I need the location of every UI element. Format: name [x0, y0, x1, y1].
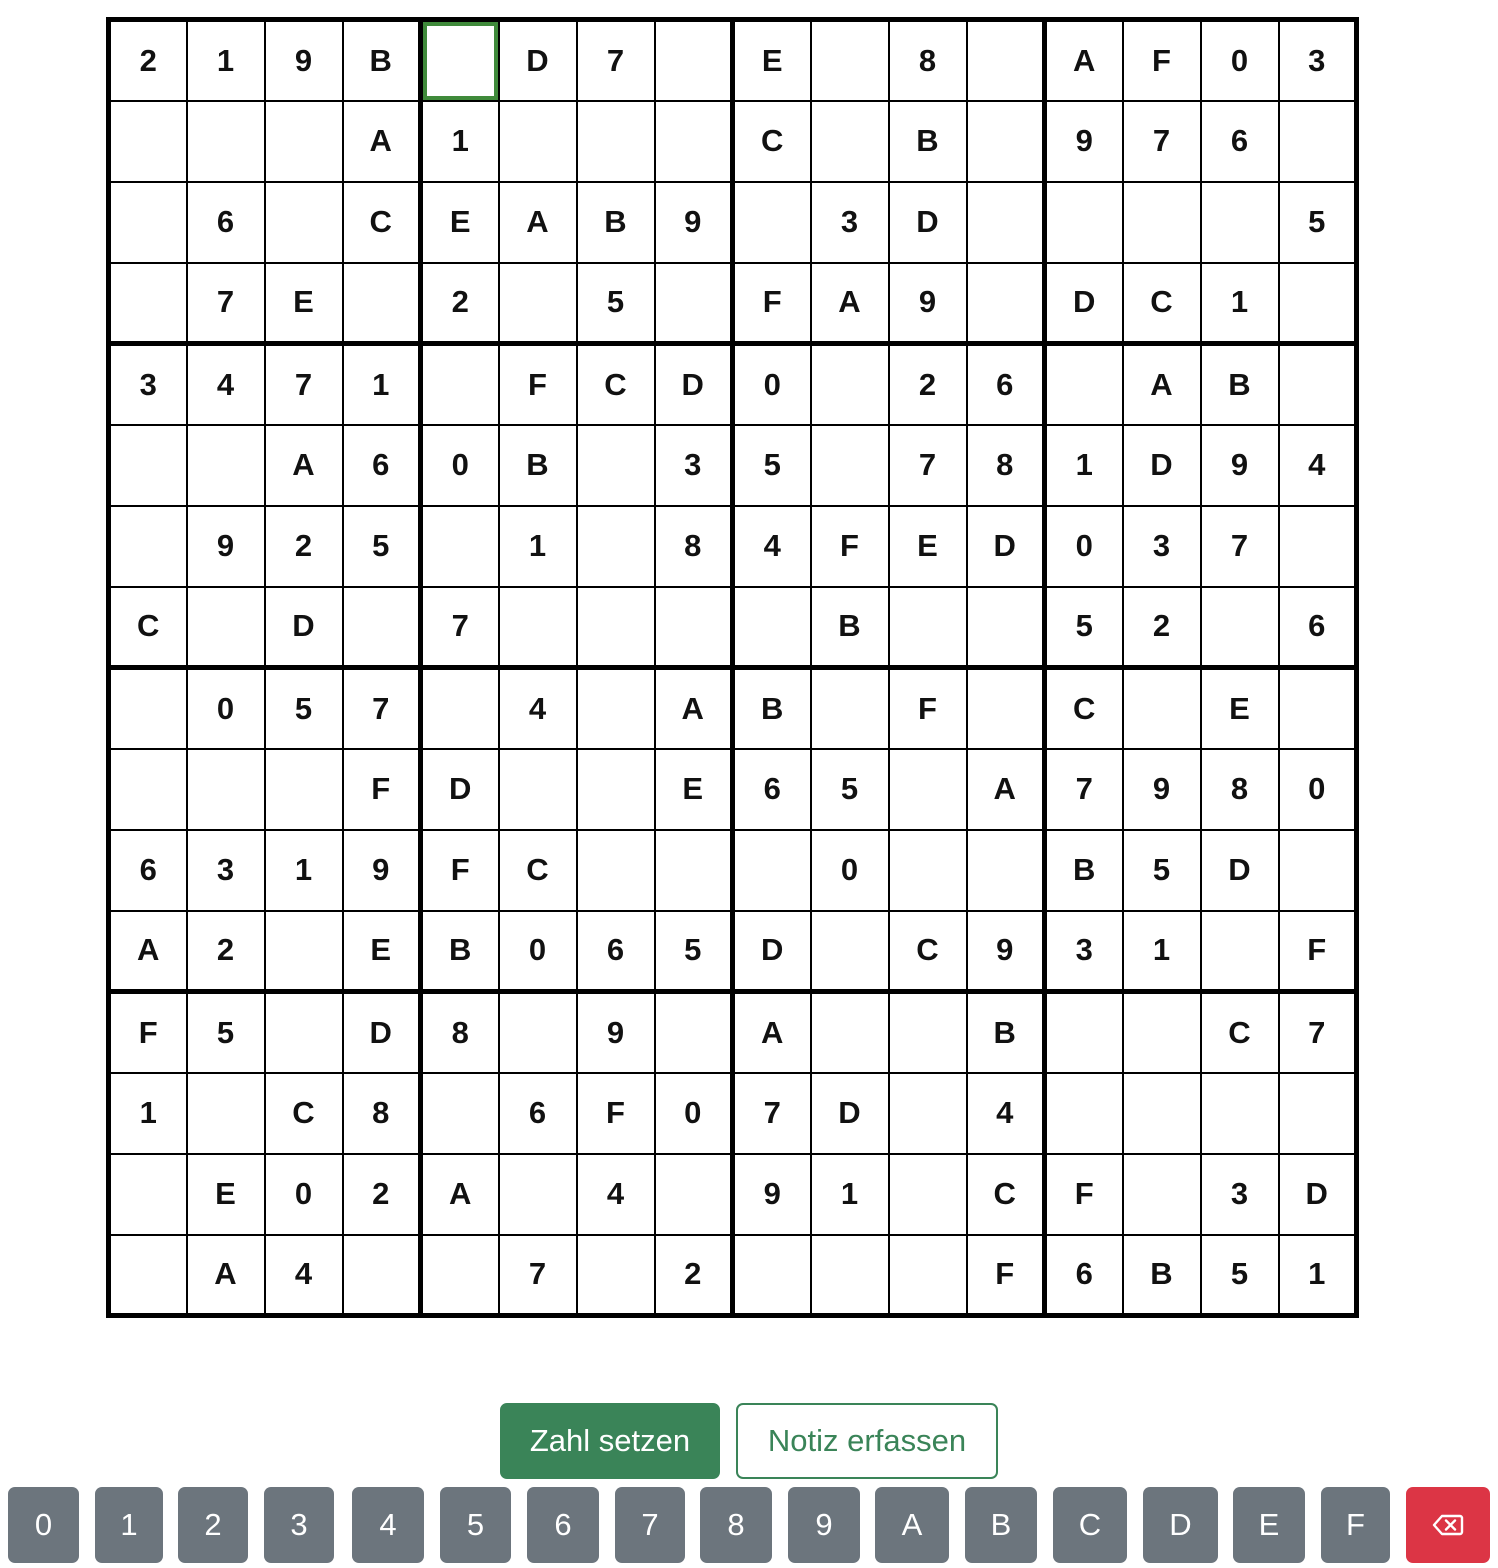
board-cell[interactable]: A: [421, 1154, 499, 1235]
board-row: [109, 1235, 1357, 1316]
key-2[interactable]: 2: [178, 1487, 248, 1563]
board-cell[interactable]: [109, 1235, 187, 1316]
board-cell[interactable]: 7: [733, 1073, 811, 1154]
board-cell[interactable]: [577, 425, 655, 506]
board-cell[interactable]: 8: [967, 425, 1045, 506]
board-cell[interactable]: 0: [1045, 506, 1123, 587]
key-4[interactable]: 4: [352, 1487, 424, 1563]
board-cell[interactable]: D: [265, 587, 343, 668]
board-row: [109, 1154, 1357, 1235]
board-cell[interactable]: [733, 587, 811, 668]
board-cell[interactable]: 0: [811, 830, 889, 911]
board-cell[interactable]: 1: [265, 830, 343, 911]
board-cell[interactable]: A: [109, 911, 187, 992]
board-cell[interactable]: D: [967, 506, 1045, 587]
board-cell[interactable]: [1123, 1073, 1201, 1154]
board-cell[interactable]: 9: [733, 1154, 811, 1235]
board-cell[interactable]: 0: [421, 425, 499, 506]
board-cell[interactable]: [889, 749, 967, 830]
board-row: [109, 425, 1357, 506]
key-d[interactable]: D: [1143, 1487, 1218, 1563]
board-cell[interactable]: 9: [187, 506, 265, 587]
board-cell[interactable]: A: [343, 101, 421, 182]
board-cell[interactable]: F: [109, 992, 187, 1073]
key-3[interactable]: 3: [264, 1487, 334, 1563]
board-cell[interactable]: [1045, 182, 1123, 263]
board-cell[interactable]: 8: [889, 20, 967, 101]
board-cell[interactable]: A: [499, 182, 577, 263]
board-cell[interactable]: 4: [265, 1235, 343, 1316]
board-cell[interactable]: [577, 830, 655, 911]
board-cell[interactable]: [421, 344, 499, 425]
board-cell[interactable]: [889, 1154, 967, 1235]
board-cell[interactable]: [421, 506, 499, 587]
board-cell[interactable]: 5: [343, 506, 421, 587]
board-cell[interactable]: 2: [109, 20, 187, 101]
board-cell[interactable]: [967, 182, 1045, 263]
board-cell[interactable]: F: [1279, 911, 1357, 992]
board-cell[interactable]: 1: [1201, 263, 1279, 344]
board-cell[interactable]: 5: [187, 992, 265, 1073]
board-cell[interactable]: D: [421, 749, 499, 830]
board-cell[interactable]: 7: [577, 20, 655, 101]
key-1[interactable]: 1: [95, 1487, 163, 1563]
board-cell[interactable]: 2: [421, 263, 499, 344]
board-cell[interactable]: [1045, 1073, 1123, 1154]
board-cell[interactable]: [343, 587, 421, 668]
board-cell[interactable]: [187, 1073, 265, 1154]
board-cell[interactable]: 8: [343, 1073, 421, 1154]
board-cell[interactable]: 5: [1045, 587, 1123, 668]
key-e[interactable]: E: [1233, 1487, 1305, 1563]
set-number-button[interactable]: Zahl setzen: [500, 1403, 720, 1479]
board-cell[interactable]: 4: [187, 344, 265, 425]
board-cell[interactable]: 1: [1045, 425, 1123, 506]
board-cell[interactable]: B: [811, 587, 889, 668]
board-cell[interactable]: [889, 1235, 967, 1316]
board-cell[interactable]: [109, 506, 187, 587]
board-cell[interactable]: [655, 1154, 733, 1235]
board-cell[interactable]: B: [1123, 1235, 1201, 1316]
board-cell[interactable]: 9: [1045, 101, 1123, 182]
board-cell[interactable]: [265, 749, 343, 830]
board-row: [109, 263, 1357, 344]
board-cell[interactable]: 6: [343, 425, 421, 506]
board-cell[interactable]: [655, 263, 733, 344]
board-cell[interactable]: C: [109, 587, 187, 668]
backspace-icon: [1432, 1513, 1464, 1537]
board-cell[interactable]: [1279, 344, 1357, 425]
board-cell[interactable]: 6: [1201, 101, 1279, 182]
board-cell[interactable]: 4: [577, 1154, 655, 1235]
board-cell[interactable]: D: [343, 992, 421, 1073]
board-cell[interactable]: [421, 668, 499, 749]
board-cell[interactable]: 6: [187, 182, 265, 263]
board-cell-selected[interactable]: [421, 20, 499, 101]
board-cell[interactable]: [265, 992, 343, 1073]
board-cell[interactable]: [577, 506, 655, 587]
board-cell[interactable]: C: [1201, 992, 1279, 1073]
board-cell[interactable]: 1: [187, 20, 265, 101]
key-a[interactable]: A: [875, 1487, 949, 1563]
board-cell[interactable]: 2: [1123, 587, 1201, 668]
board-cell[interactable]: B: [343, 20, 421, 101]
board-cell[interactable]: 9: [655, 182, 733, 263]
board-cell[interactable]: [499, 749, 577, 830]
board-cell[interactable]: C: [733, 101, 811, 182]
board-cell[interactable]: 5: [265, 668, 343, 749]
board-cell[interactable]: C: [1045, 668, 1123, 749]
board-cell[interactable]: 0: [1201, 20, 1279, 101]
delete-button[interactable]: [1406, 1487, 1490, 1563]
board-cell[interactable]: [499, 992, 577, 1073]
board-cell[interactable]: 8: [421, 992, 499, 1073]
board-cell[interactable]: C: [1123, 263, 1201, 344]
board-cell[interactable]: F: [889, 668, 967, 749]
board-cell[interactable]: 3: [1045, 911, 1123, 992]
board-cell[interactable]: 7: [499, 1235, 577, 1316]
board-cell[interactable]: 0: [1279, 749, 1357, 830]
key-c[interactable]: C: [1053, 1487, 1127, 1563]
board-cell[interactable]: 7: [343, 668, 421, 749]
board-cell[interactable]: [889, 992, 967, 1073]
board-cell[interactable]: 7: [187, 263, 265, 344]
board-cell[interactable]: F: [967, 1235, 1045, 1316]
board-cell[interactable]: F: [343, 749, 421, 830]
board-cell[interactable]: [1279, 830, 1357, 911]
board-cell[interactable]: A: [655, 668, 733, 749]
board-cell[interactable]: 2: [889, 344, 967, 425]
board-cell[interactable]: [421, 1073, 499, 1154]
board-cell[interactable]: [1201, 911, 1279, 992]
board-cell[interactable]: D: [1045, 263, 1123, 344]
board-cell[interactable]: D: [889, 182, 967, 263]
board-cell[interactable]: E: [655, 749, 733, 830]
board-cell[interactable]: [1279, 263, 1357, 344]
board-cell[interactable]: 5: [811, 749, 889, 830]
board-cell[interactable]: E: [187, 1154, 265, 1235]
board-cell[interactable]: 1: [343, 344, 421, 425]
board-cell[interactable]: [109, 749, 187, 830]
board-cell[interactable]: 4: [967, 1073, 1045, 1154]
board-cell[interactable]: 0: [187, 668, 265, 749]
board-cell[interactable]: 9: [343, 830, 421, 911]
board-cell[interactable]: E: [343, 911, 421, 992]
board-cell[interactable]: [811, 911, 889, 992]
board-cell[interactable]: [1201, 1073, 1279, 1154]
key-9[interactable]: 9: [788, 1487, 860, 1563]
board-cell[interactable]: E: [265, 263, 343, 344]
board-cell[interactable]: 7: [265, 344, 343, 425]
board-cell[interactable]: [1123, 182, 1201, 263]
board-cell[interactable]: D: [499, 20, 577, 101]
sudoku-board: [106, 17, 1359, 1318]
board-cell[interactable]: 2: [187, 911, 265, 992]
board-cell[interactable]: 3: [811, 182, 889, 263]
board-cell[interactable]: 0: [499, 911, 577, 992]
board-cell[interactable]: 1: [109, 1073, 187, 1154]
board-cell[interactable]: B: [1201, 344, 1279, 425]
board-cell[interactable]: B: [1045, 830, 1123, 911]
board-cell[interactable]: [655, 20, 733, 101]
board-cell[interactable]: [577, 587, 655, 668]
board-cell[interactable]: C: [265, 1073, 343, 1154]
board-cell[interactable]: [109, 263, 187, 344]
board-cell[interactable]: [1201, 182, 1279, 263]
board-cell[interactable]: 7: [1279, 992, 1357, 1073]
board-cell[interactable]: [967, 101, 1045, 182]
board-cell[interactable]: [655, 101, 733, 182]
board-cell[interactable]: 3: [1123, 506, 1201, 587]
board-cell[interactable]: 7: [421, 587, 499, 668]
board-cell[interactable]: 0: [733, 344, 811, 425]
board-cell[interactable]: [343, 1235, 421, 1316]
board-cell[interactable]: [187, 749, 265, 830]
board-cell[interactable]: 7: [889, 425, 967, 506]
board-cell[interactable]: [1279, 506, 1357, 587]
board-cell[interactable]: 6: [1279, 587, 1357, 668]
board-row: [109, 668, 1357, 749]
board-cell[interactable]: D: [1123, 425, 1201, 506]
board-cell[interactable]: [109, 668, 187, 749]
board-cell[interactable]: [733, 182, 811, 263]
board-cell[interactable]: D: [655, 344, 733, 425]
board-cell[interactable]: E: [1201, 668, 1279, 749]
add-note-button[interactable]: Notiz erfassen: [736, 1403, 998, 1479]
board-cell[interactable]: 9: [577, 992, 655, 1073]
board-cell[interactable]: 1: [421, 101, 499, 182]
board-cell[interactable]: 3: [187, 830, 265, 911]
board-cell[interactable]: 6: [109, 830, 187, 911]
board-cell[interactable]: 5: [733, 425, 811, 506]
board-cell[interactable]: [1279, 101, 1357, 182]
board-cell[interactable]: [499, 101, 577, 182]
board-cell[interactable]: [1123, 1154, 1201, 1235]
board-cell[interactable]: D: [1279, 1154, 1357, 1235]
board-cell[interactable]: 5: [655, 911, 733, 992]
board-cell[interactable]: F: [421, 830, 499, 911]
board-cell[interactable]: 7: [1201, 506, 1279, 587]
board-cell[interactable]: [1123, 668, 1201, 749]
board-cell[interactable]: E: [889, 506, 967, 587]
key-5[interactable]: 5: [440, 1487, 511, 1563]
board-cell[interactable]: [421, 1235, 499, 1316]
board-cell[interactable]: E: [421, 182, 499, 263]
board-row: [109, 911, 1357, 992]
board-cell[interactable]: A: [967, 749, 1045, 830]
board-cell[interactable]: B: [733, 668, 811, 749]
board-cell[interactable]: 7: [1123, 101, 1201, 182]
board-cell[interactable]: 3: [1279, 20, 1357, 101]
board-cell[interactable]: [811, 425, 889, 506]
board-cell[interactable]: [109, 182, 187, 263]
board-cell[interactable]: [577, 749, 655, 830]
board-cell[interactable]: 4: [499, 668, 577, 749]
board-cell[interactable]: C: [343, 182, 421, 263]
board-cell[interactable]: D: [1201, 830, 1279, 911]
board-row: [109, 506, 1357, 587]
board-cell[interactable]: [811, 101, 889, 182]
board-cell[interactable]: [967, 263, 1045, 344]
board-cell[interactable]: 4: [1279, 425, 1357, 506]
board-cell[interactable]: F: [811, 506, 889, 587]
board-cell[interactable]: 9: [967, 911, 1045, 992]
board-cell[interactable]: [1045, 992, 1123, 1073]
board-cell[interactable]: 3: [109, 344, 187, 425]
board-cell[interactable]: C: [967, 1154, 1045, 1235]
board-cell[interactable]: [811, 20, 889, 101]
board-cell[interactable]: 3: [655, 425, 733, 506]
board-cell[interactable]: [109, 425, 187, 506]
board-cell[interactable]: C: [577, 344, 655, 425]
board-cell[interactable]: [655, 830, 733, 911]
board-cell[interactable]: 6: [1045, 1235, 1123, 1316]
board-cell[interactable]: 9: [1123, 749, 1201, 830]
board-cell[interactable]: [811, 992, 889, 1073]
board-cell[interactable]: F: [577, 1073, 655, 1154]
board-cell[interactable]: [265, 182, 343, 263]
board-cell[interactable]: A: [265, 425, 343, 506]
board-cell[interactable]: B: [499, 425, 577, 506]
board-cell[interactable]: [577, 101, 655, 182]
board-cell[interactable]: [889, 587, 967, 668]
board-cell[interactable]: 9: [1201, 425, 1279, 506]
board-cell[interactable]: 5: [1201, 1235, 1279, 1316]
board-cell[interactable]: 2: [265, 506, 343, 587]
board-cell[interactable]: 5: [1279, 182, 1357, 263]
board-cell[interactable]: C: [889, 911, 967, 992]
board-cell[interactable]: 0: [655, 1073, 733, 1154]
board-cell[interactable]: 1: [1123, 911, 1201, 992]
board-row: [109, 101, 1357, 182]
board-cell[interactable]: [187, 587, 265, 668]
board-cell[interactable]: 6: [733, 749, 811, 830]
board-cell[interactable]: [109, 1154, 187, 1235]
key-f[interactable]: F: [1321, 1487, 1390, 1563]
board-cell[interactable]: [889, 1073, 967, 1154]
board-cell[interactable]: 7: [1045, 749, 1123, 830]
board-cell[interactable]: 1: [811, 1154, 889, 1235]
board-cell[interactable]: B: [967, 992, 1045, 1073]
board-cell[interactable]: 2: [343, 1154, 421, 1235]
board-cell[interactable]: [1279, 1073, 1357, 1154]
board-cell[interactable]: 6: [499, 1073, 577, 1154]
board-cell[interactable]: A: [1123, 344, 1201, 425]
board-cell[interactable]: B: [421, 911, 499, 992]
board-cell[interactable]: 4: [733, 506, 811, 587]
board-cell[interactable]: 9: [265, 20, 343, 101]
board-cell[interactable]: 6: [577, 911, 655, 992]
board-cell[interactable]: [499, 263, 577, 344]
board-cell[interactable]: [499, 1154, 577, 1235]
board-cell[interactable]: [265, 911, 343, 992]
board-cell[interactable]: [811, 344, 889, 425]
board-row: [109, 344, 1357, 425]
board-cell[interactable]: [187, 425, 265, 506]
board-cell[interactable]: [655, 992, 733, 1073]
board-cell[interactable]: B: [889, 101, 967, 182]
board-cell[interactable]: F: [733, 263, 811, 344]
board-cell[interactable]: F: [1045, 1154, 1123, 1235]
board-cell[interactable]: 5: [577, 263, 655, 344]
board-cell[interactable]: F: [499, 344, 577, 425]
board-cell[interactable]: [967, 830, 1045, 911]
board-cell[interactable]: [967, 20, 1045, 101]
key-b[interactable]: B: [965, 1487, 1037, 1563]
board-cell[interactable]: 3: [1201, 1154, 1279, 1235]
board-cell[interactable]: [733, 1235, 811, 1316]
board-cell[interactable]: [811, 1235, 889, 1316]
board-cell[interactable]: [109, 101, 187, 182]
board-cell[interactable]: 6: [967, 344, 1045, 425]
board-cell[interactable]: B: [577, 182, 655, 263]
board-cell[interactable]: [1201, 587, 1279, 668]
board-cell[interactable]: D: [733, 911, 811, 992]
key-6[interactable]: 6: [527, 1487, 599, 1563]
board-cell[interactable]: A: [187, 1235, 265, 1316]
board-cell[interactable]: [343, 263, 421, 344]
board-row: [109, 992, 1357, 1073]
key-0[interactable]: 0: [8, 1487, 79, 1563]
board-cell[interactable]: A: [1045, 20, 1123, 101]
board-cell[interactable]: C: [499, 830, 577, 911]
board-cell[interactable]: [733, 830, 811, 911]
board-row: [109, 749, 1357, 830]
board-cell[interactable]: F: [1123, 20, 1201, 101]
board-cell[interactable]: 9: [889, 263, 967, 344]
board-cell[interactable]: A: [811, 263, 889, 344]
board-cell[interactable]: [1045, 344, 1123, 425]
board-cell[interactable]: [1279, 668, 1357, 749]
board-cell[interactable]: E: [733, 20, 811, 101]
board-row: [109, 20, 1357, 101]
board-row: [109, 182, 1357, 263]
board-cell[interactable]: [811, 668, 889, 749]
board-row: [109, 587, 1357, 668]
board-cell[interactable]: 8: [1201, 749, 1279, 830]
board-cell[interactable]: [187, 101, 265, 182]
key-7[interactable]: 7: [615, 1487, 685, 1563]
board-cell[interactable]: [577, 668, 655, 749]
board-cell[interactable]: [889, 830, 967, 911]
board-cell[interactable]: 8: [655, 506, 733, 587]
board-cell[interactable]: 2: [655, 1235, 733, 1316]
board-cell[interactable]: [655, 587, 733, 668]
board-row: [109, 830, 1357, 911]
board-row: [109, 1073, 1357, 1154]
board-cell[interactable]: 1: [1279, 1235, 1357, 1316]
board-cell[interactable]: [1123, 992, 1201, 1073]
board-cell[interactable]: 5: [1123, 830, 1201, 911]
board-cell[interactable]: D: [811, 1073, 889, 1154]
board-cell[interactable]: [967, 587, 1045, 668]
board-cell[interactable]: 0: [265, 1154, 343, 1235]
board-cell[interactable]: [577, 1235, 655, 1316]
board-cell[interactable]: [265, 101, 343, 182]
board-cell[interactable]: A: [733, 992, 811, 1073]
board-cell[interactable]: [967, 668, 1045, 749]
key-8[interactable]: 8: [700, 1487, 772, 1563]
board-cell[interactable]: [499, 587, 577, 668]
board-cell[interactable]: 1: [499, 506, 577, 587]
